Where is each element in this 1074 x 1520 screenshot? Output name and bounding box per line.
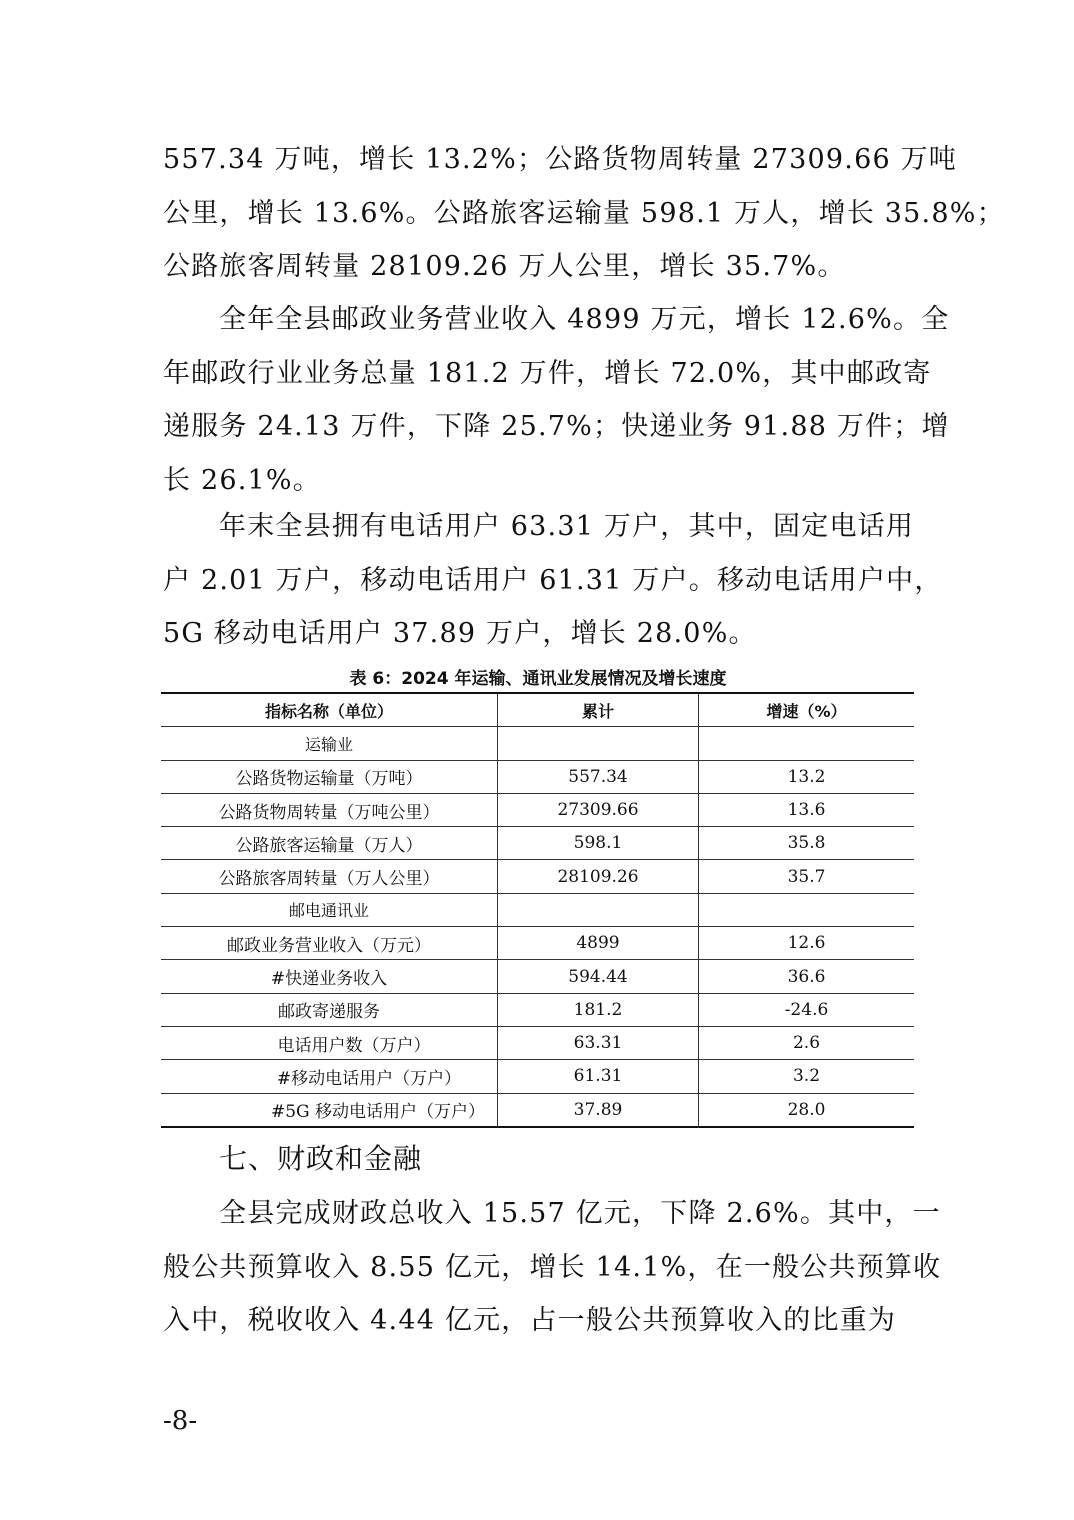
text-line: 年邮政行业业务总量 181.2 万件，增长 72.0%，其中邮政寄 [163,357,932,389]
cell-total: 4899 [498,927,699,960]
table-row [161,893,914,926]
table-row [161,927,914,960]
transport-telecom-table [161,692,914,1128]
cell-total: 28109.26 [498,860,699,893]
cell-growth: 13.6 [699,793,915,826]
text-line: 长 26.1%。 [163,464,321,496]
cell-name: #5G 移动电话用户（万户） [161,1093,498,1127]
cell-total: 61.31 [498,1060,699,1093]
cell-total: 37.89 [498,1093,699,1127]
cell-total: 598.1 [498,827,699,860]
text-line: 全县完成财政总收入 15.57 亿元，下降 2.6%。其中，一 [219,1198,941,1229]
cell-name: 电话用户数（万户） [161,1026,498,1059]
cell-name: #移动电话用户（万户） [161,1060,498,1093]
text-line: 公里，增长 13.6%。公路旅客运输量 598.1 万人，增长 35.8%； [163,197,1005,229]
section-label: 运输业 [161,727,498,760]
cell-name: 公路货物运输量（万吨） [161,760,498,793]
cell-growth: 35.8 [699,827,915,860]
cell-name: 公路货物周转量（万吨公里） [161,793,498,826]
text-line: 递服务 24.13 万件，下降 25.7%；快递业务 91.88 万件；增 [163,411,950,442]
cell-growth: -24.6 [699,993,915,1026]
table-row [161,827,914,860]
cell-growth: 13.2 [699,760,915,793]
cell-growth: 36.6 [699,960,915,993]
paragraph-telephone [163,500,943,661]
cell-growth: 2.6 [699,1026,915,1059]
table-row [161,1060,914,1093]
table-row [161,993,914,1026]
text-line: 557.34 万吨，增长 13.2%；公路货物周转量 27309.66 万吨 [163,144,958,175]
header-growth: 增速（%） [699,693,915,727]
table-header-row [161,693,914,727]
text-line: 入中，税收收入 4.44 亿元，占一般公共预算收入的比重为 [163,1305,897,1336]
text-line: 5G 移动电话用户 37.89 万户，增长 28.0%。 [163,618,757,649]
cell-total [498,727,699,760]
text-line: 全年全县邮政业务营业收入 4899 万元，增长 12.6%。全 [219,304,950,335]
cell-growth [699,893,915,926]
paragraph-transport [163,133,1005,294]
section-label: 邮电通讯业 [161,893,498,926]
table-caption: 表 6：2024 年运输、通讯业发展情况及增长速度 [349,669,727,689]
cell-growth: 12.6 [699,927,915,960]
cell-total [498,893,699,926]
table-row [161,1026,914,1059]
cell-growth: 3.2 [699,1060,915,1093]
cell-name: 邮政业务营业收入（万元） [161,927,498,960]
table-row [161,727,914,760]
cell-total: 557.34 [498,760,699,793]
cell-name: 公路旅客运输量（万人） [161,827,498,860]
cell-name: #快递业务收入 [161,960,498,993]
cell-total: 181.2 [498,993,699,1026]
cell-total: 63.31 [498,1026,699,1059]
paragraph-postal [163,293,950,507]
page-number: -8- [163,1406,198,1436]
cell-growth: 28.0 [699,1093,915,1127]
cell-total: 27309.66 [498,793,699,826]
cell-name: 邮政寄递服务 [161,993,498,1026]
text-line: 公路旅客周转量 28109.26 万人公里，增长 35.7%。 [163,251,846,282]
cell-growth: 35.7 [699,860,915,893]
table-row [161,960,914,993]
table-row [161,760,914,793]
paragraph-finance [163,1187,942,1348]
table-row [161,860,914,893]
text-line: 年末全县拥有电话用户 63.31 万户，其中，固定电话用 [219,511,915,542]
section-heading: 七、财政和金融 [219,1142,423,1175]
cell-name: 公路旅客周转量（万人公里） [161,860,498,893]
table-row [161,793,914,826]
header-total: 累计 [498,693,699,727]
text-line: 般公共预算收入 8.55 亿元，增长 14.1%，在一般公共预算收 [163,1251,942,1283]
cell-growth [699,727,915,760]
table-row [161,1093,914,1127]
header-indicator: 指标名称（单位） [161,693,498,727]
text-line: 户 2.01 万户，移动电话用户 61.31 万户。移动电话用户中， [163,564,943,596]
cell-total: 594.44 [498,960,699,993]
